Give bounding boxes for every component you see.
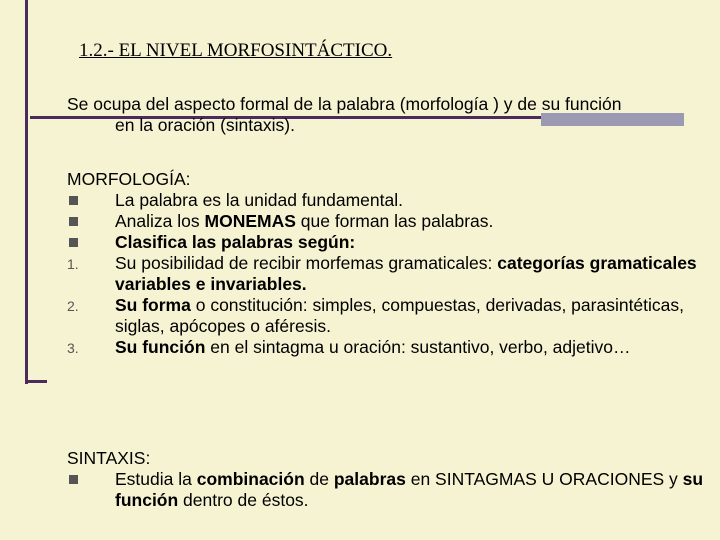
item-text: Analiza los: [115, 211, 205, 231]
item-bold-text: Clasifica las palabras según:: [115, 232, 356, 252]
item-bold-text: palabras: [333, 469, 406, 489]
sintaxis-section: [67, 448, 707, 511]
intro-line-1: Se ocupa del aspecto formal de la palabra (morfología ) y de su función: [67, 94, 622, 114]
intro-line-2: en la oración (sintaxis).: [115, 115, 295, 135]
item-number: 1.: [67, 256, 79, 272]
list-item: [67, 253, 707, 295]
square-bullet-icon: [69, 238, 78, 247]
list-item: [67, 337, 707, 358]
item-text: La palabra es la unidad fundamental.: [115, 190, 403, 210]
list-item: [67, 190, 707, 211]
item-text: en el sintagma u oración: sustantivo, verbo, adjetivo…: [205, 337, 631, 357]
item-bold-text: categorías gramaticales variables e invariables.: [115, 253, 697, 294]
left-rule-foot: [25, 380, 47, 383]
list-item: [67, 295, 707, 337]
list-item: [67, 232, 707, 253]
item-bold-text: MONEMAS: [204, 211, 296, 231]
morfologia-section: [67, 169, 707, 358]
item-bold-text: combinación: [196, 469, 305, 489]
item-text: o constitución: simples, compuestas, derivadas, parasintéticas, siglas, apócopes o aféresis.: [115, 295, 685, 336]
item-text: en SINTAGMAS U ORACIONES y: [405, 469, 683, 489]
item-bold-text: su función: [115, 469, 704, 510]
square-bullet-icon: [69, 196, 78, 205]
item-bold-text: Su forma: [115, 295, 191, 315]
slide-title: 1.2.- EL NIVEL MORFOSINTÁCTICO.: [79, 40, 393, 61]
intro-paragraph: [67, 94, 707, 136]
item-number: 2.: [67, 298, 79, 314]
sintaxis-heading: SINTAXIS:: [67, 448, 151, 468]
item-number: 3.: [67, 340, 79, 356]
left-vertical-rule: [25, 0, 28, 384]
square-bullet-icon: [69, 217, 78, 226]
item-text: dentro de éstos.: [178, 490, 309, 510]
morfologia-heading: MORFOLOGÍA:: [67, 169, 191, 189]
list-item: [67, 211, 707, 232]
list-item: [67, 469, 707, 511]
item-text: de: [304, 469, 334, 489]
item-text: Estudia la: [115, 469, 197, 489]
item-text: Su posibilidad de recibir morfemas gramaticales:: [115, 253, 498, 273]
item-bold-text: Su función: [115, 337, 206, 357]
item-text: que forman las palabras.: [295, 211, 494, 231]
square-bullet-icon: [69, 475, 78, 484]
